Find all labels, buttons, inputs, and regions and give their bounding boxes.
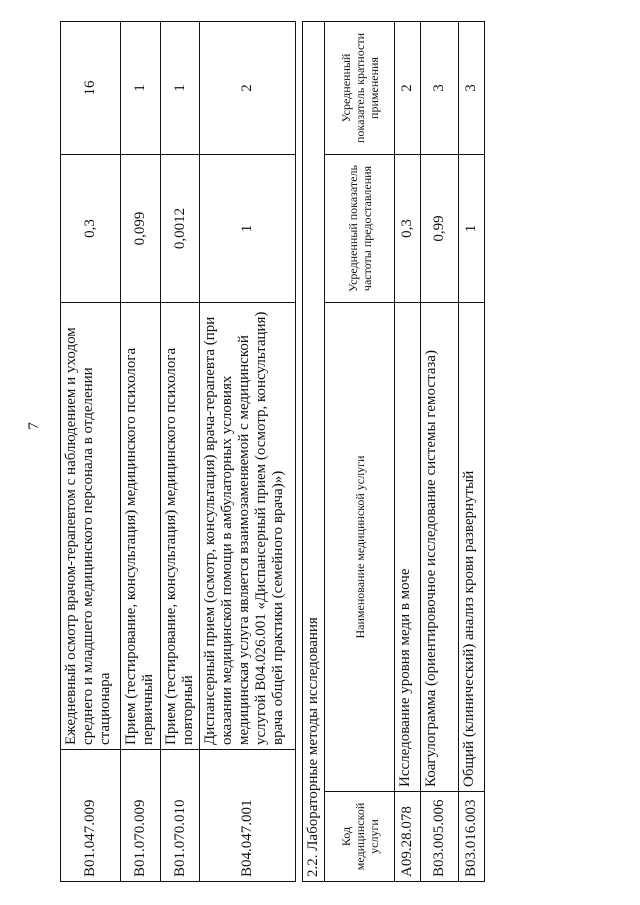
service-name: Общий (клинический) анализ крови развернутый [459,303,485,792]
table-row [421,22,459,882]
service-name: Ежедневный осмотр врачом-терапевтом с наблюдением и уходом среднего и младшего медицинского персонала в отделении стационара [61,303,121,750]
table-row [61,22,121,882]
multiplicity-value: 16 [61,22,121,155]
frequency-value: 0,3 [395,155,421,303]
multiplicity-value: 2 [200,22,296,155]
service-name: Коагулограмма (ориентировочное исследование системы гемостаза) [421,303,459,792]
frequency-value: 1 [459,155,485,303]
table-row [200,22,296,882]
frequency-value: 0,099 [121,155,161,303]
service-code: B01.070.009 [121,750,161,882]
frequency-value: 1 [200,155,296,303]
multiplicity-value: 2 [395,22,421,155]
services-table-continued [60,21,296,882]
service-code: B01.070.010 [161,750,200,882]
rotated-document-sheet [60,22,620,882]
header-frequency: Усредненный показатель частоты предоставления [325,155,395,303]
frequency-value: 0,3 [61,155,121,303]
multiplicity-value: 1 [161,22,200,155]
multiplicity-value: 3 [421,22,459,155]
multiplicity-value: 3 [459,22,485,155]
header-code: Код медицинской услуги [325,792,395,882]
laboratory-methods-table [302,21,485,882]
service-name: Диспансерный прием (осмотр, консультация) врача-терапевта (при оказании медицинской помощи в амбулаторных условиях медицинская услуга является взаимозаменяемой с медицинской услугой B04.026.001 «Диспансерный прием (осмотр, консультация) врача общей практики (семейного врача)») [200,303,296,750]
header-row [325,22,395,882]
service-name: Прием (тестирование, консультация) медицинского психолога повторный [161,303,200,750]
section-title-row [303,22,325,882]
page-number: 7 [26,422,42,430]
multiplicity-value: 1 [121,22,161,155]
table-row [459,22,485,882]
header-name: Наименование медицинской услуги [325,303,395,792]
table-row [161,22,200,882]
service-code: B04.047.001 [200,750,296,882]
table-row [121,22,161,882]
service-code: B03.005.006 [421,792,459,882]
service-name: Прием (тестирование, консультация) медицинского психолога первичный [121,303,161,750]
frequency-value: 0,99 [421,155,459,303]
service-name: Исследование уровня меди в моче [395,303,421,792]
service-code: B03.016.003 [459,792,485,882]
section-title: 2.2. Лабораторные методы исследования [303,22,325,882]
service-code: B01.047.009 [61,750,121,882]
service-code: A09.28.078 [395,792,421,882]
header-multiplicity: Усредненный показатель кратности применения [325,22,395,155]
table-row [395,22,421,882]
frequency-value: 0,0012 [161,155,200,303]
